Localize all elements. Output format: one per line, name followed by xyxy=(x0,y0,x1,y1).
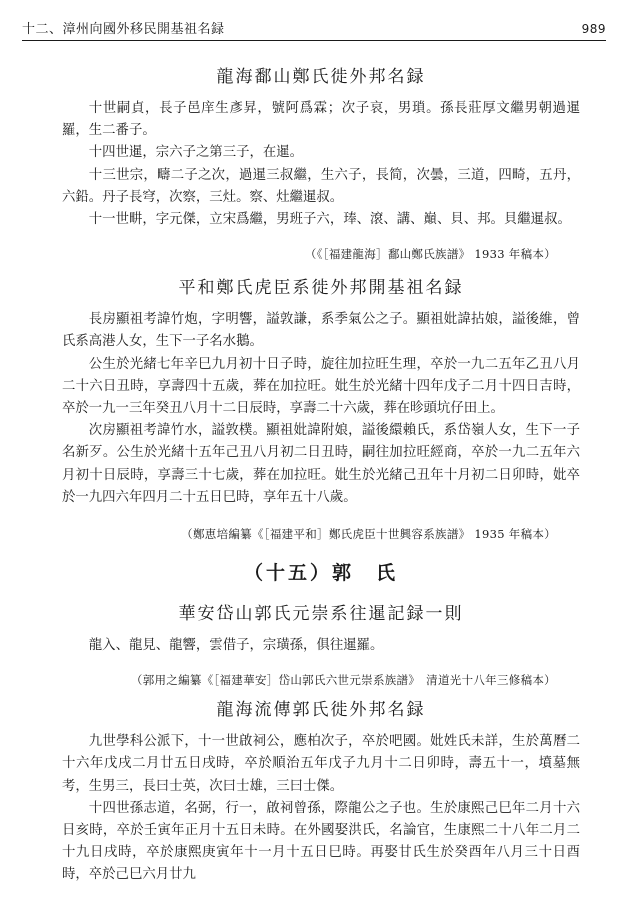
chapter-heading: （十五）郭 氏 xyxy=(243,562,398,585)
paragraph: 十一世畊，字元傑，立宋爲繼，男班子六，琫、滾、講、巔、貝、邦。貝繼暹叔。 xyxy=(88,212,571,228)
section-title: 龍海流傳郭氏徙外邦名録 xyxy=(216,700,426,721)
paragraph: 長房顯祖考諱竹炮，字明響，謚敦謙，系季氣公之子。顯祖妣諱拈娘，謚後維，曾氏系高港人女，生下一子名水鵝。 xyxy=(62,312,580,350)
paragraph: 十四世孫志道，名弼，行一，啟祠曾孫，際龍公之子也。生於康熙己巳年二月十六日亥時，卒於壬寅年正月十五日未時。在外國娶洪氏，名論官，生康熙二十八年二月二十九日戌時，卒於康熙庚寅年十一月十五日巳時。再娶甘氏生於癸酉年八月三十日酉時，卒於己巳六月廿九 xyxy=(62,800,580,883)
chapter-running-title: 十二、漳州向國外移民開基祖名録 xyxy=(22,22,225,37)
section-title: 華安岱山郭氏元崇系往暹記録一則 xyxy=(178,604,464,625)
paragraph: 次房顯祖考諱竹水，謚敦樸。顯祖妣諱附娘，謚後繯賴氏，系岱嶺人女，生下一子名新歹。公生於光緒十五年己丑八月初二日丑時，嗣往加拉旺經商，卒於一九二五年六月初十日辰時，享壽三十七歲，葬在加拉旺。妣生於光緒己丑年十月初二日卯時，妣卒於一九四六年四月二十五日巳時，享年五十八歲。 xyxy=(62,423,580,505)
paragraph: 十四世暹，宗六子之第三子，在暹。 xyxy=(88,145,304,161)
paragraph: 龍入、龍見、龍響，雲借子，宗璜孫，俱往暹羅。 xyxy=(88,638,384,654)
source-citation: （鄭恵培編纂《［福建平和］鄭氏虎臣十世興容系族譜》 1935 年稿本） xyxy=(181,527,556,542)
running-header xyxy=(22,18,606,37)
section-title: 龍海鄱山鄭氏徙外邦名録 xyxy=(216,67,426,87)
source-citation: （郭用之編纂《［福建華安］岱山郭氏六世元崇系族譜》 清道光十八年三修稿本） xyxy=(130,673,556,688)
paragraph: 十世嗣貞，長子邑庠生彥昇，號阿爲霖；次子哀，男瑣。孫長莊厚文繼男朝過暹羅，生二番子。 xyxy=(62,101,580,139)
page-body xyxy=(62,58,580,887)
source-citation: （《［福建龍海］鄱山鄭氏族譜》 1933 年稿本） xyxy=(304,247,556,262)
section-title: 平和鄭氏虎臣系徙外邦開基祖名録 xyxy=(178,278,464,299)
paragraph: 十三世宗，疇二子之次，過暹三叔繼，生六子，長简，次曇，三道，四畸，五丹，六鉛。丹子長穹，次察，三灶。察、灶繼暹叔。 xyxy=(62,167,580,205)
page-number: 989 xyxy=(581,22,606,36)
paragraph: 公生於光緒七年辛巳九月初十日子時，旋往加拉旺生理，卒於一九二五年乙丑八月二十六日丑時，享壽四十五歲，葬在加拉旺。妣生於光緒十四年戊子二月十四日吉時，卒於一九一三年癸丑八月十二日辰時，享壽二十六歲，葬在昣頭坑仔田上。 xyxy=(62,356,580,417)
header-rule xyxy=(22,40,606,41)
paragraph: 九世學科公派下，十一世啟祠公，應柏次子，卒於吧國。妣姓氏未詳，生於萬曆二十六年戊戌二月廿五日戌時，卒於順治五年戊子九月十二日卯時，壽五十一，墳墓無考，生男三，長曰士英，次曰士雄，三曰士傑。 xyxy=(62,734,580,794)
